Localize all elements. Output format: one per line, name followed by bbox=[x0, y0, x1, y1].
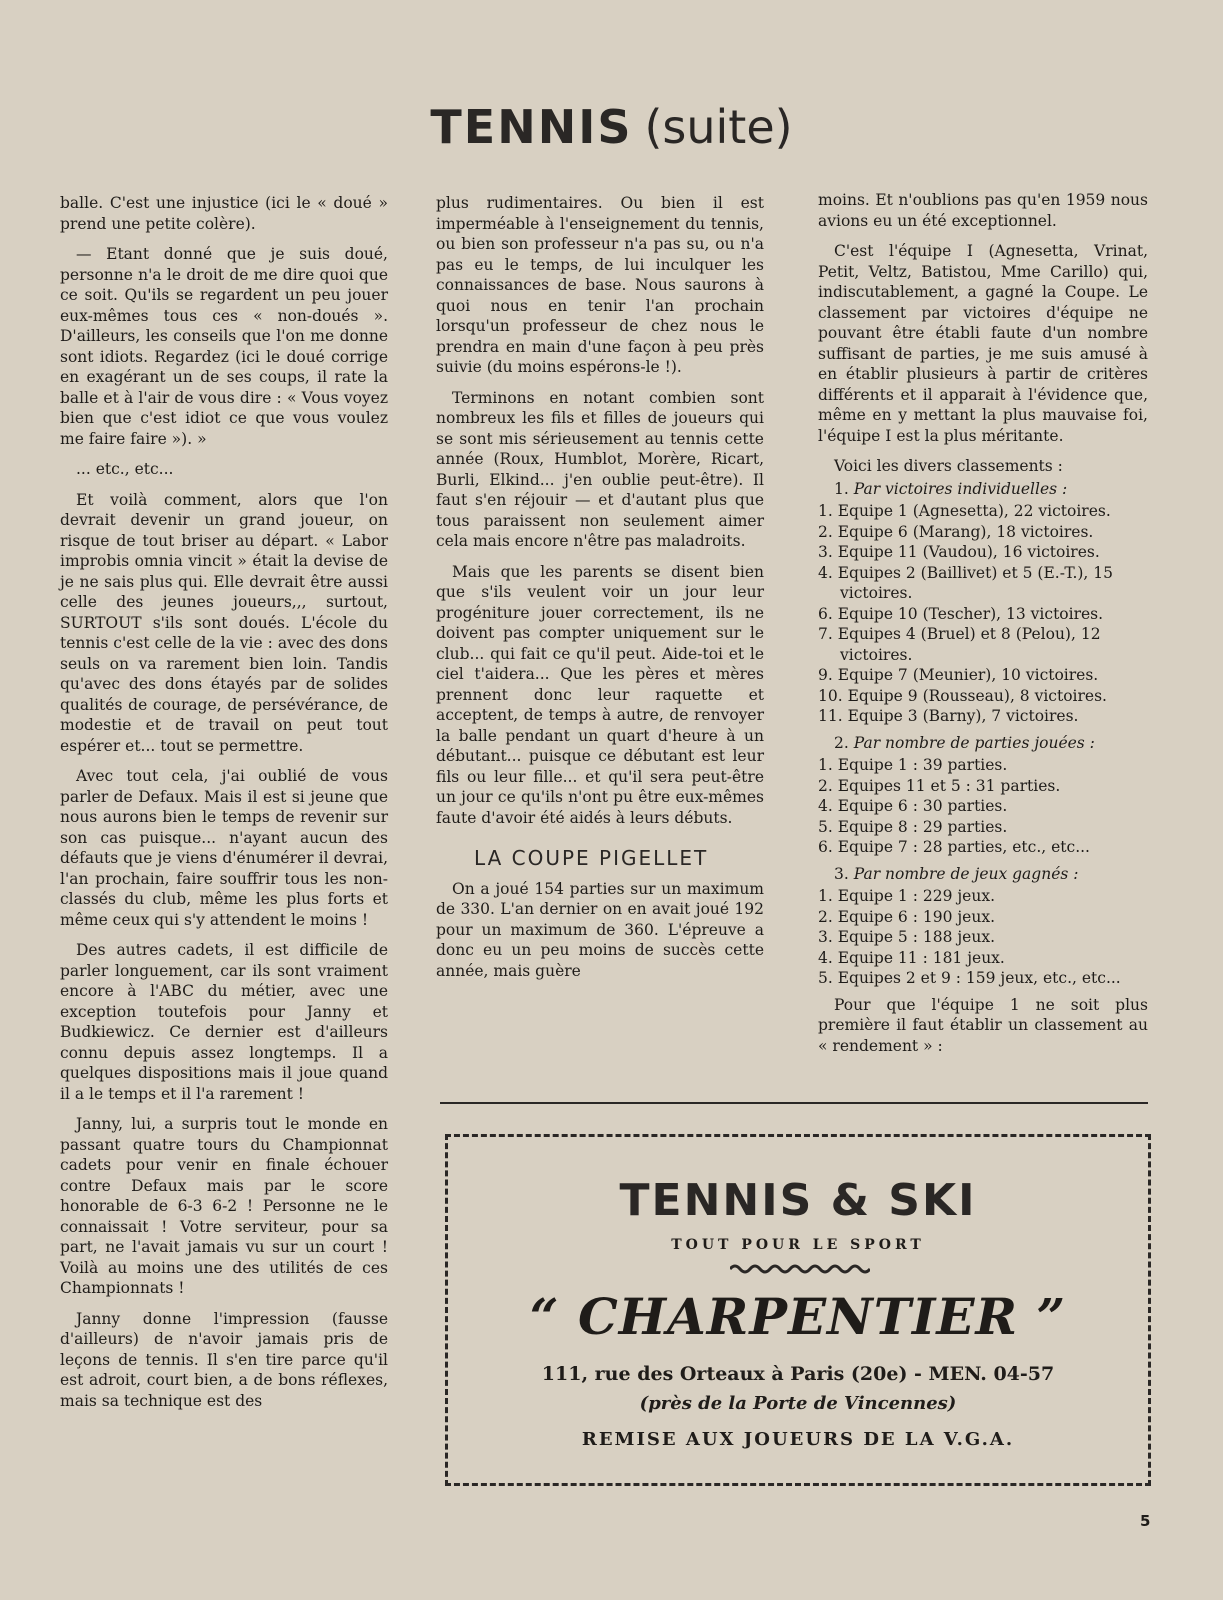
paragraph: Terminons en notant combien sont nombreux les fils et filles de joueurs qui se sont mis sérieusement au tennis cette année (Roux, Humblot, Morère, Ricart, Burli, Elkind... j'en oublie peut-être). Il faut s'en réjouir — et d'autant plus que tous paraissent non seulement aimer cela mais encore n'être pas maladroits. bbox=[436, 388, 764, 550]
list-item: 4. Equipes 2 (Baillivet) et 5 (E.-T.), 15 victoires. bbox=[818, 563, 1113, 602]
list-item: 2. Equipes 11 et 5 : 31 parties. bbox=[818, 776, 1061, 795]
paragraph: Mais que les parents se disent bien que s'ils veulent voir un jour leur progéniture jouer correctement, ils ne doivent pas compter uniquement sur le club... qui fait ce qu'il peut. Aide-toi et le ciel t'aidera... Que les pères et mères prennent donc leur raquette et acceptent, de temps à autre, de renvoyer la balle pendant un quart d'heure à un débutant... puisque ce débutant est leur fils ou leur fille... et qu'il sera peut-être un jour ce qu'ils n'ont pu être eux-mêmes faute d'avoir été aidés à leurs débuts. bbox=[436, 562, 764, 827]
list-item: 6. Equipe 10 (Tescher), 13 victoires. bbox=[818, 604, 1104, 623]
ad-shop-name: “ CHARPENTIER ” bbox=[529, 1287, 1067, 1346]
list-item: 5. Equipe 8 : 29 parties. bbox=[818, 817, 1008, 836]
column-1 bbox=[60, 193, 388, 1421]
paragraph: ... etc., etc... bbox=[76, 460, 174, 478]
page-number: 5 bbox=[1140, 1512, 1151, 1530]
ad-discount: REMISE AUX JOUEURS DE LA V.G.A. bbox=[581, 1429, 1015, 1450]
paragraph: Des autres cadets, il est difficile de parler longuement, car ils sont vraiment encore à l'ABC du métier, avec une exception toutefois pour Janny et Budkiewicz. Ce dernier est d'ailleurs connu depuis assez longtemps. Il a quelques dispositions mais il joue quand il a le temps et il l'a rarement ! bbox=[60, 941, 388, 1103]
list-item: 3. Equipe 5 : 188 jeux. bbox=[818, 928, 995, 946]
column-2 bbox=[436, 193, 764, 991]
classement-title bbox=[834, 479, 1148, 500]
list-item: 11. Equipe 3 (Barny), 7 victoires. bbox=[818, 707, 1079, 725]
wave-ornament-icon bbox=[730, 1262, 870, 1276]
paragraph: Voici les divers classements : bbox=[834, 457, 1063, 475]
paragraph: plus rudimentaires. Ou bien il est imperméable à l'enseignement du tennis, ou bien son professeur n'a pas su, ou n'a pas eu le temps, de lui inculquer les connaissances de base. Nous saurons à quoi nous en tenir l'an prochain lorsqu'un professeur de chez nous le prendra en main d'une façon à peu près suivie (du moins espérons-le !). bbox=[436, 194, 764, 376]
list-item: 4. Equipe 6 : 30 parties. bbox=[818, 797, 1008, 815]
ad-title: TENNIS & SKI bbox=[619, 1175, 977, 1226]
ad-tagline: TOUT POUR LE SPORT bbox=[671, 1237, 925, 1253]
classement-list bbox=[818, 501, 1148, 727]
classement-label: Par nombre de parties jouées : bbox=[853, 733, 1095, 752]
list-item: 1. Equipe 1 (Agnesetta), 22 victoires. bbox=[818, 502, 1111, 520]
title-main: TENNIS bbox=[430, 100, 633, 154]
classement-label: Par nombre de jeux gagnés : bbox=[853, 864, 1079, 883]
classement-title bbox=[834, 864, 1148, 885]
classement-number: 2. bbox=[834, 733, 849, 752]
column-3 bbox=[818, 190, 1148, 1066]
list-item: 10. Equipe 9 (Rousseau), 8 victoires. bbox=[818, 686, 1107, 705]
paragraph: balle. C'est une injustice (ici le « doué » prend une petite colère). bbox=[60, 194, 388, 233]
advertisement bbox=[445, 1134, 1151, 1486]
list-item: 9. Equipe 7 (Meunier), 10 victoires. bbox=[818, 666, 1099, 684]
paragraph: On a joué 154 parties sur un maximum de 330. L'an dernier on en avait joué 192 pour un maximum de 360. L'épreuve a donc eu un peu moins de succès cette année, mais guère bbox=[436, 879, 764, 980]
classement-title bbox=[834, 733, 1148, 754]
section-heading: LA COUPE PIGELLET bbox=[474, 846, 709, 870]
paragraph: C'est l'équipe I (Agnesetta, Vrinat, Petit, Veltz, Batistou, Mme Carillo) qui, indiscutablement, a gagné la Coupe. Le classement par victoires d'équipe ne pouvant être établi faute d'un nombre suffisant de parties, je me suis amusé à en établir plusieurs à partir de critères différents et il apparait à l'évidence que, même en y mettant la plus mauvaise foi, l'équipe I est la plus méritante. bbox=[818, 242, 1148, 445]
title-sub: (suite) bbox=[644, 100, 793, 154]
classement-list bbox=[818, 886, 1148, 989]
list-item: 1. Equipe 1 : 229 jeux. bbox=[818, 887, 995, 905]
list-item: 1. Equipe 1 : 39 parties. bbox=[818, 756, 1008, 774]
paragraph: — Etant donné que je suis doué, personne n'a le droit de me dire quoi que ce soit. Qu'ils se regardent un peu jouer eux-mêmes tous ces « non-doués ». D'ailleurs, les conseils que l'on me donne sont idiots. Regardez (ici le doué corrige en exagérant un de ses coups, il rate la balle et à l'air de vous dire : « Vous voyez bien que c'est idiot ce que vous voulez me faire faire »). » bbox=[60, 245, 388, 448]
classement-label: Par victoires individuelles : bbox=[853, 479, 1068, 498]
paragraph: Avec tout cela, j'ai oublié de vous parler de Defaux. Mais il est si jeune que nous aurons bien le temps de revenir sur son cas puisque... n'ayant aucun des défauts que je viens d'énumérer il devrai, l'an prochain, faire souffrir tous les non-classés du club, même les plus forts et même ceux qui s'y attendent le moins ! bbox=[60, 767, 388, 929]
list-item: 5. Equipes 2 et 9 : 159 jeux, etc., etc... bbox=[818, 969, 1121, 987]
list-item: 7. Equipes 4 (Bruel) et 8 (Pelou), 12 victoires. bbox=[818, 625, 1101, 664]
paragraph: moins. Et n'oublions pas qu'en 1959 nous avions eu un été exceptionnel. bbox=[818, 191, 1148, 230]
list-item: 2. Equipe 6 : 190 jeux. bbox=[818, 907, 995, 926]
divider bbox=[440, 1102, 1148, 1104]
ad-location-note: (près de la Porte de Vincennes) bbox=[639, 1393, 957, 1414]
classement-number: 1. bbox=[834, 479, 849, 498]
paragraph: Et voilà comment, alors que l'on devrait devenir un grand joueur, on risque de tout briser au départ. « Labor improbis omnia vincit » était la devise de je ne sais plus qui. Elle devrait être aussi celle des jeunes joueurs,,, surtout, SURTOUT s'ils sont doués. L'école du tennis c'est celle de la vie : avec des dons seuls on va rarement bien loin. Tandis qu'avec des dons étayés par de solides qualités de courage, de persévérance, de modestie et de travail on peut tout espérer et... tout se permettre. bbox=[60, 490, 388, 755]
list-item: 4. Equipe 11 : 181 jeux. bbox=[818, 948, 1005, 967]
classement-list bbox=[818, 755, 1148, 858]
page-title bbox=[0, 100, 1223, 154]
paragraph: Janny, lui, a surpris tout le monde en passant quatre tours du Championnat cadets pour venir en finale échouer contre Defaux mais par le score honorable de 6-3 6-2 ! Personne ne le connaissait ! Votre serviteur, pour sa part, ne l'avait jamais vu sur un court ! Voilà au moins une des utilités de ces Championnats ! bbox=[60, 1115, 388, 1297]
paragraph: Janny donne l'impression (fausse d'ailleurs) de n'avoir jamais pris de leçons de tennis. Il s'en tire parce qu'il est adroit, court bien, a de bons réflexes, mais sa technique est des bbox=[60, 1309, 388, 1410]
paragraph: Pour que l'équipe 1 ne soit plus première il faut établir un classement au « rendement » : bbox=[818, 995, 1148, 1055]
classement-number: 3. bbox=[834, 864, 849, 883]
list-item: 2. Equipe 6 (Marang), 18 victoires. bbox=[818, 522, 1094, 541]
ad-address: 111, rue des Orteaux à Paris (20e) - MEN. 04-57 bbox=[541, 1363, 1055, 1385]
list-item: 6. Equipe 7 : 28 parties, etc., etc... bbox=[818, 838, 1090, 856]
list-item: 3. Equipe 11 (Vaudou), 16 victoires. bbox=[818, 543, 1100, 561]
